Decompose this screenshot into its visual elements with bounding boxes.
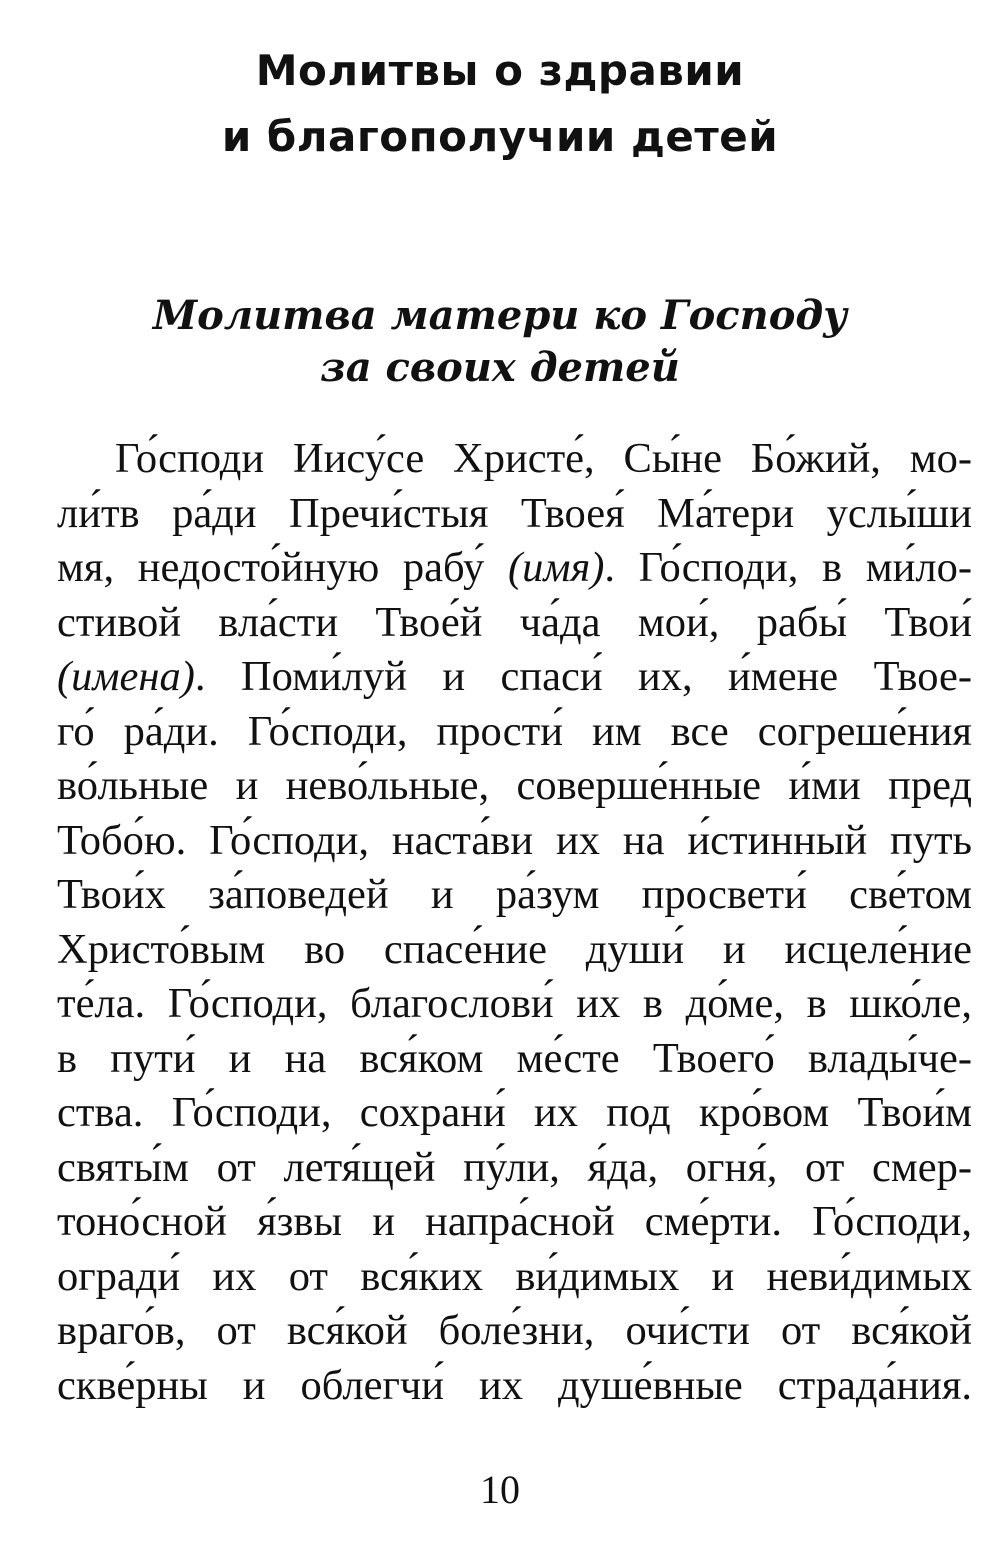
prayer-title-line-1: Молитва матери ко Господу bbox=[152, 292, 848, 339]
chapter-title bbox=[0, 38, 1000, 170]
prayer-line: Го́споди Иису́се Христе́, Сы́не Бо́жий, мо- bbox=[115, 435, 972, 482]
prayer-line: святы́м от летя́щей пу́ли, я́да, огня́, от смер- bbox=[57, 1143, 972, 1191]
prayer-line: во́льные и нево́льные, соверше́нные и́ми пред bbox=[57, 762, 972, 809]
name-placeholder: (имена) bbox=[57, 653, 195, 700]
prayer-line: враго́в, от вся́кой боле́зни, очи́сти от вся́кой bbox=[57, 1307, 972, 1354]
prayer-title-line-2: за своих детей bbox=[320, 344, 680, 391]
prayer-line: Христо́вым во спасе́ние души́ и исцеле́ние bbox=[57, 925, 972, 973]
chapter-title-line-1: Молитвы о здравии bbox=[255, 46, 745, 95]
name-placeholder: (имя) bbox=[507, 544, 605, 591]
prayer-line: ства. Го́споди, сохрани́ их под кро́вом Твои́м bbox=[57, 1089, 972, 1136]
page-number: 10 bbox=[480, 1467, 520, 1512]
prayer-line: ли́тв ра́ди Пречи́стыя Твоея́ Ма́тери услы́ши bbox=[57, 489, 972, 537]
prayer-line: те́ла. Го́споди, благослови́ их в до́ме, в шко́ле, bbox=[57, 980, 972, 1027]
chapter-title-line-2: и благополучии детей bbox=[221, 112, 779, 161]
prayer-line: (имена). Поми́луй и спаси́ их, и́мене Твое- bbox=[57, 653, 972, 700]
prayer-line: огради́ их от вся́ких ви́димых и неви́димых bbox=[57, 1252, 972, 1300]
prayer-line: Твои́х за́поведей и ра́зум просвети́ све́том bbox=[57, 871, 972, 918]
prayer-line: скве́рны и облегчи́ их душе́вные страда́ния. bbox=[57, 1361, 972, 1409]
prayer-line: тоно́сной я́звы и напра́сной сме́рти. Го́споди, bbox=[57, 1198, 972, 1245]
prayer-title bbox=[0, 290, 1000, 394]
prayer-line: стивой вла́сти Твое́й ча́да мои́, рабы́ Твои́ bbox=[57, 598, 972, 646]
prayer-text bbox=[57, 432, 972, 1413]
prayer-line: в пути́ и на вся́ком ме́сте Твоего́ влады́че- bbox=[57, 1034, 972, 1082]
prayer-line: мя, недосто́йную рабу́ (имя). Го́споди, в ми́ло- bbox=[57, 544, 972, 591]
prayer-line: го́ ра́ди. Го́споди, прости́ им все согреше́ния bbox=[57, 707, 972, 755]
prayer-line: Тобо́ю. Го́споди, наста́ви их на и́стинный путь bbox=[57, 816, 972, 864]
